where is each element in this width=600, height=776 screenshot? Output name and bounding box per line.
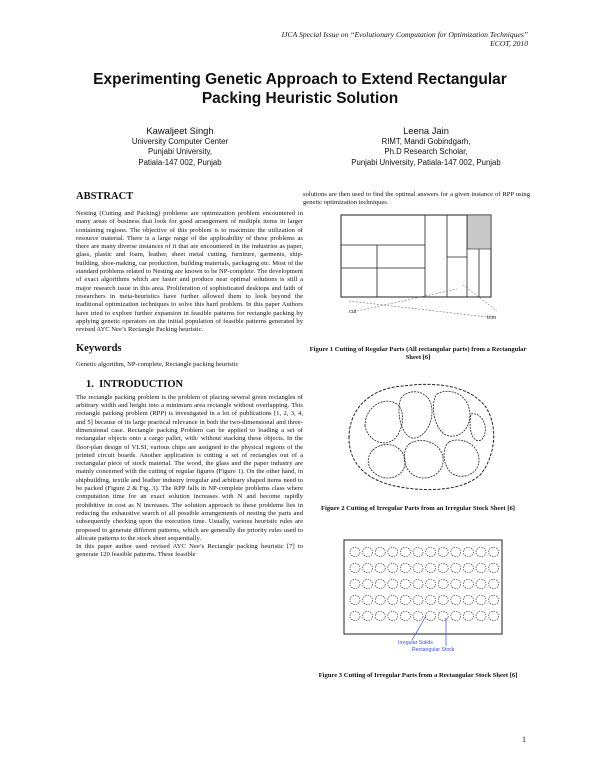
author-affiliation-line: Punjabi University, Patiala-147 002, Punjab	[351, 157, 501, 167]
irregular-part	[463, 548, 473, 557]
irregular-part	[451, 564, 461, 573]
irregular-part	[413, 580, 423, 589]
introduction-heading: 1. INTRODUCTION	[86, 378, 184, 390]
author-affiliation-line: Ph.D Research Scholar,	[384, 147, 468, 157]
introduction-paragraph: The rectangle packing problem is the problem of placing several given rectangles of arbitrary width and height into a minimum area rectangle without overlapping. This rectangle packing problem (RPP) is investigated in a lot of publications [1, 2, 3, 4, and 5] because of its large practical relevance in both the two-dimensional and three-dimensional case. Rectangle packing Problem can be applied to loading a set of rectangular objects onto a cargo pallet, with/ without stacking these objects. In the floor-plan design of VLSI, various chips are assigned to the physical regions of the printed circuit boards. Another application is cutting a set of rectangles out of a rectangular piece of stock material. The wood, the glass and the paper industry are mainly concerned with the cutting of regular figures (Figure 1). On the other hand, in shipbuilding, textile and leather industry irregular and arbitrary shaped items need to be packed (Figure 2 & Fig. 3). The RPP falls in NP-complete problems class where computation time for an exact solution increases with N and become rapidly prohibitive in cost as N increases. The solution approach to these problems lies in reducing the exhaustive search of all possible arrangements of nesting the parts and subsequently checking upon the execution time. Usually, various heuristic rules are proposed to generate different patterns, which are generally the priority rules used to allocate patterns to the stock sheet sequentially.	[76, 393, 303, 542]
left-column	[76, 191, 303, 560]
figure-3-label-irregular: Irregular Solids	[398, 640, 433, 646]
irregular-part	[438, 596, 448, 605]
irregular-part	[438, 564, 448, 573]
author-affiliation-line: Punjabi University,	[148, 147, 212, 157]
irregular-part	[375, 564, 385, 573]
irregular-part	[413, 596, 423, 605]
irregular-part	[463, 596, 473, 605]
irregular-part	[438, 548, 448, 557]
irregular-part	[375, 548, 385, 557]
irregular-part	[438, 612, 448, 621]
irregular-part	[388, 612, 398, 621]
irregular-part	[388, 564, 398, 573]
irregular-part	[400, 580, 410, 589]
irregular-part	[476, 580, 486, 589]
author-affiliation-line: Patiala-147 002, Punjab	[138, 157, 222, 167]
irregular-part	[476, 564, 486, 573]
irregular-part	[476, 612, 486, 621]
paper-title	[40, 70, 560, 108]
header-line-1: IJCA Special Issue on “Evolutionary Computation for Optimization Techniques”	[281, 30, 528, 39]
author-affiliation-line: University Computer Center	[131, 137, 229, 146]
irregular-part	[413, 548, 423, 557]
introduction-paragraph-continued: solutions are then used to find the optimal answers for a given instance of RPP using genetic optimization techniques.	[303, 191, 530, 207]
irregular-part	[438, 580, 448, 589]
irregular-part	[400, 564, 410, 573]
figure-1-label-cut: cut	[349, 309, 357, 315]
irregular-part	[375, 596, 385, 605]
irregular-part	[350, 564, 360, 573]
author-block-1	[60, 125, 300, 168]
page-number: 1	[522, 735, 526, 744]
irregular-part	[463, 612, 473, 621]
irregular-part	[413, 612, 423, 621]
keywords-text: Genetic algorithm, NP-complete, Rectangle packing heuristic	[76, 361, 239, 369]
waste-region	[467, 215, 491, 249]
irregular-part	[350, 612, 360, 621]
irregular-part	[350, 580, 360, 589]
figure-3-caption: Figure 3 Cutting of Irregular Parts from a Rectangular Stock Sheet [6]	[318, 672, 518, 679]
irregular-part	[451, 580, 461, 589]
figure-3-irregular-in-rectangle	[342, 536, 506, 652]
right-column-text	[303, 191, 530, 208]
irregular-part	[388, 548, 398, 557]
irregular-part	[451, 548, 461, 557]
running-header	[282, 30, 528, 48]
header-line-2: ECOT, 2010	[490, 39, 528, 48]
figure-2-irregular-cutting	[343, 378, 503, 496]
irregular-part	[400, 612, 410, 621]
irregular-part	[363, 564, 373, 573]
irregular-part	[363, 596, 373, 605]
irregular-part	[463, 564, 473, 573]
author-name: Kawaljeet Singh	[146, 125, 214, 136]
irregular-parts-cluster	[350, 548, 499, 621]
irregular-part	[489, 612, 499, 621]
irregular-part	[363, 612, 373, 621]
author-block-2	[306, 125, 546, 168]
irregular-part	[426, 612, 436, 621]
figure-1-caption: Figure 1 Cutting of Regular Parts (All rectangular parts) from a Rectangular Sheet [6]	[309, 346, 527, 362]
irregular-part	[350, 548, 360, 557]
author-affiliation-line: RIMT, Mandi Gobindgarh,	[381, 137, 471, 146]
irregular-part	[388, 580, 398, 589]
irregular-part	[463, 580, 473, 589]
irregular-part	[400, 548, 410, 557]
introduction-paragraph: In this paper author used revised AYC Nee’s Rectangle packing heuristic [7] to generate 120 feasible patterns. These feasible	[76, 543, 303, 559]
irregular-part	[426, 548, 436, 557]
irregular-part	[476, 548, 486, 557]
irregular-part	[363, 548, 373, 557]
irregular-part	[350, 596, 360, 605]
figure-1-rectangular-cutting	[337, 213, 515, 321]
irregular-part	[375, 612, 385, 621]
irregular-part	[413, 564, 423, 573]
author-name: Leena Jain	[403, 125, 449, 136]
irregular-part	[476, 596, 486, 605]
irregular-part	[388, 596, 398, 605]
irregular-part	[363, 580, 373, 589]
figure-3-label-stock: Rectangular Stock	[412, 647, 455, 652]
figure-1-label-trim: trim	[487, 315, 497, 321]
irregular-part	[400, 596, 410, 605]
irregular-part	[426, 564, 436, 573]
irregular-part	[489, 580, 499, 589]
irregular-part	[451, 596, 461, 605]
title-line-1: Experimenting Genetic Approach to Extend Rectangular	[93, 71, 507, 88]
irregular-part	[375, 580, 385, 589]
irregular-part	[489, 548, 499, 557]
irregular-part	[489, 596, 499, 605]
title-line-2: Packing Heuristic Solution	[201, 90, 399, 107]
irregular-part	[489, 564, 499, 573]
keywords-heading: Keywords	[76, 343, 122, 355]
irregular-part	[426, 580, 436, 589]
abstract-heading: ABSTRACT	[76, 191, 134, 202]
abstract-text: Nesting (Cutting and Packing) problems are optimization problem encountered in many areas of business that look for good arrangement of multiple items in larger containing regions. The objective of this problem is to maximize the utilization of resource material. There is a large range of the applicability of these problems as there are many diverse instances of it that are encountered in the industries as paper, glass, plastic and foam, leather, sheet metal cutting, furniture, garments, ship-building, shoe-making, car production, building materials, packaging etc. Most of the standard problems related to Nesting are known to be NP-complete. The development of exact algorithms which are faster and produce near optimal solutions is still a major research issue in this area. Proliferation of sophisticated desktops and faith of researchers in meta-heuristics have further allowed them to look beyond the traditional optimization techniques to solve this hard problem. In this paper Authors have tried to explore further expansion in feasible patterns for rectangle packing by applying genetic operators on the initial population of feasible patterns generated by revised AYC Nee’s Rectangle Packing heuristic.	[76, 210, 303, 334]
figure-2-caption: Figure 2 Cutting of Irregular Parts from an Irregular Stock Sheet [6]	[321, 505, 515, 512]
irregular-part	[426, 596, 436, 605]
irregular-part	[451, 612, 461, 621]
